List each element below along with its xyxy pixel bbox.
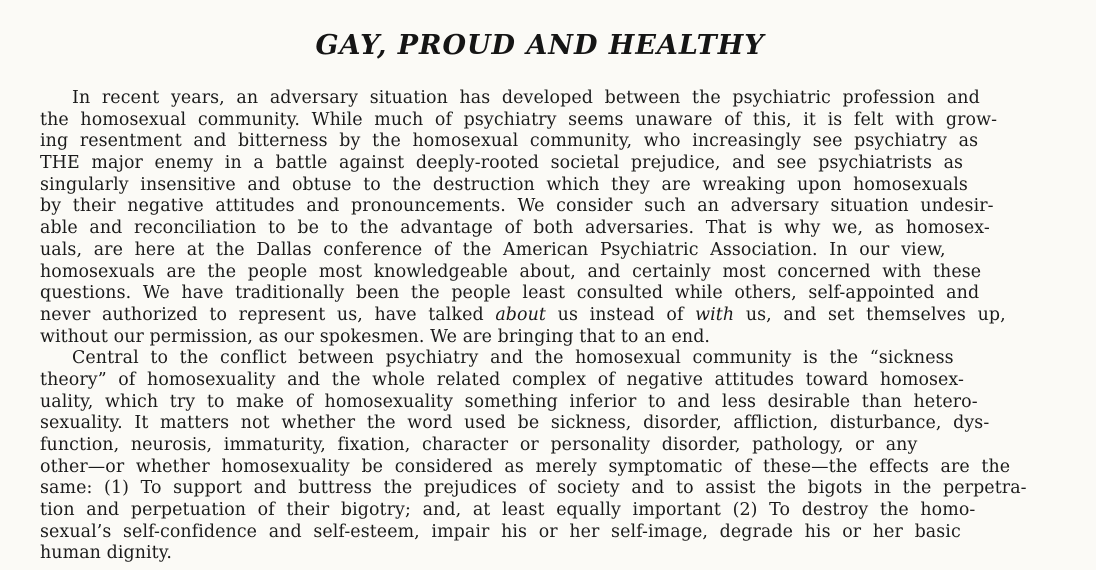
text-line: singularly insensitive and obtuse to the destruction which they are wreaking upon homosexuals xyxy=(40,174,968,195)
text-line: uals, are here at the Dallas conference of the American Psychiatric Association. In our view, xyxy=(40,239,946,260)
paragraph-1 xyxy=(40,88,1050,348)
text-fragment: us instead of xyxy=(546,304,696,325)
text-line: human dignity. xyxy=(40,543,173,564)
text-fragment: never authorized to represent us, have talked xyxy=(40,304,496,325)
text-line: tion and perpetuation of their bigotry; and, at least equally important (2) To destroy the homo- xyxy=(40,500,976,521)
text-line: ing resentment and bitterness by the homosexual community, who increasingly see psychiatry as xyxy=(40,131,979,152)
text-line: THE major enemy in a battle against deeply-rooted societal prejudice, and see psychiatrists as xyxy=(40,153,964,174)
paragraph-2 xyxy=(40,348,1050,565)
document-title: GAY, PROUD AND HEALTHY xyxy=(315,30,765,61)
text-line: sexuality. It matters not whether the word used be sickness, disorder, affliction, disturbance, dys- xyxy=(40,413,990,434)
text-line: In recent years, an adversary situation has developed between the psychiatric profession and xyxy=(72,88,980,108)
italic-with: with xyxy=(695,304,735,325)
text-line: uality, which try to make of homosexuality something inferior to and less desirable than hetero- xyxy=(40,391,978,412)
text-line: function, neurosis, immaturity, fixation, character or personality disorder, pathology, or any xyxy=(40,435,918,455)
text-line: without our permission, as our spokesmen. We are bringing that to an end. xyxy=(40,326,711,347)
text-fragment: us, and set themselves up, xyxy=(734,304,1006,325)
text-line: homosexuals are the people most knowledgeable about, and certainly most concerned with these xyxy=(40,261,982,282)
text-line-with-italics xyxy=(40,305,1050,327)
text-line: same: (1) To support and buttress the prejudices of society and to assist the bigots in the perpetra- xyxy=(40,478,1027,499)
text-line: able and reconciliation to be to the advantage of both adversaries. That is why we, as homosex- xyxy=(40,218,990,239)
cut-off-text-remnant xyxy=(70,562,1030,570)
text-line: other—or whether homosexuality be considered as merely symptomatic of these—the effects are the xyxy=(40,456,1011,477)
text-line: theory” of homosexuality and the whole related complex of negative attitudes toward homosex- xyxy=(40,369,965,390)
italic-about: about xyxy=(495,304,547,325)
text-line: Central to the conflict between psychiatry and the homosexual community is the “sickness xyxy=(72,348,954,369)
text-line: the homosexual community. While much of psychiatry seems unaware of this, it is felt with grow- xyxy=(40,109,998,130)
article-body xyxy=(40,88,1050,565)
text-line: questions. We have traditionally been the people least consulted while others, self-appointed and xyxy=(40,283,980,304)
text-line: by their negative attitudes and pronouncements. We consider such an adversary situation undesir- xyxy=(40,196,994,217)
text-line: sexual’s self-confidence and self-esteem, impair his or her self-image, degrade his or her basic xyxy=(40,521,961,542)
